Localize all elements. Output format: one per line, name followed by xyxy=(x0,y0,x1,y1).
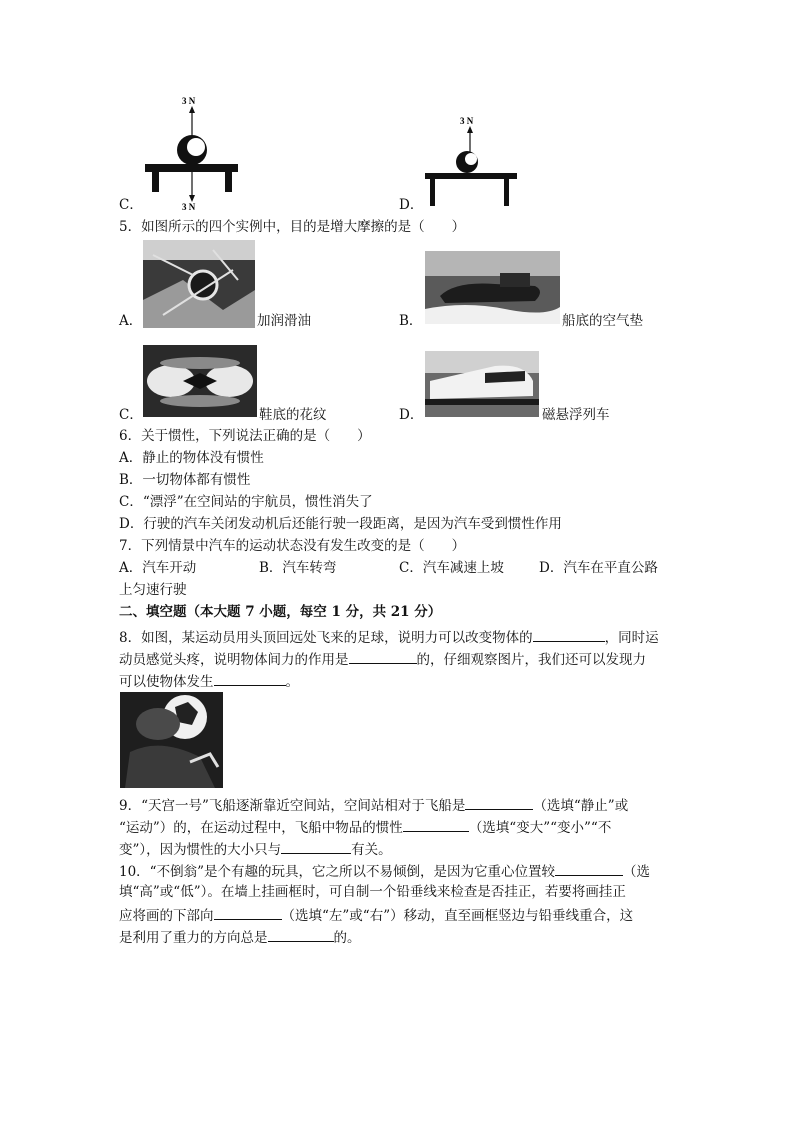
bicycle-chain-photo xyxy=(143,240,255,328)
q5-option-b-letter: B． xyxy=(399,313,423,329)
figure-d-letter: D． xyxy=(399,197,424,213)
figure-c-force-diagram xyxy=(140,92,240,212)
q10-text-4a: 是利用了重力的方向总是 xyxy=(119,930,268,946)
figure-d-force-diagram xyxy=(420,112,520,212)
q5-option-a-photo xyxy=(143,240,255,328)
q9-text-1b: （选填“静止”或 xyxy=(533,798,629,814)
q9-text-3a: 变”），因为惯性的大小只与 xyxy=(119,842,282,858)
maglev-train-photo xyxy=(425,351,539,417)
q10-text-3b: （选填“左”或“右”）移动，直至画框竖边与铅垂线重合，这 xyxy=(281,908,634,924)
q10-text-1a: 10．“不倒翁”是个有趣的玩具，它之所以不易倾倒，是因为它重心位置较 xyxy=(119,864,555,880)
q10-line-1 xyxy=(119,861,650,881)
q5-option-a-caption: 加润滑油 xyxy=(257,313,311,329)
q10-text-3a: 应将画的下部向 xyxy=(119,908,214,924)
figure-d-drawing xyxy=(420,112,520,212)
q8-blank-3[interactable] xyxy=(214,671,286,686)
q8-line-3 xyxy=(119,671,299,691)
q8-line-2 xyxy=(119,649,646,669)
q5-option-a-letter: A． xyxy=(119,313,143,329)
q10-text-4b: 的。 xyxy=(333,930,361,946)
q8-text-3b: 。 xyxy=(285,674,299,690)
q10-text-1b: （选 xyxy=(622,864,650,880)
q8-text-1a: 8．如图，某运动员用头顶回远处飞来的足球，说明力可以改变物体的 xyxy=(119,630,533,646)
q7-option-b: B．汽车转弯 xyxy=(259,560,337,576)
q5-option-b-photo xyxy=(425,251,560,324)
q8-header-ball-photo xyxy=(120,692,223,788)
q8-blank-1[interactable] xyxy=(533,627,605,642)
q9-text-1a: 9．“天宫一号”飞船逐渐靠近空间站，空间站相对于飞船是 xyxy=(119,798,466,814)
q9-blank-3[interactable] xyxy=(281,839,351,854)
q10-blank-3[interactable] xyxy=(268,927,334,942)
football-header-photo xyxy=(120,692,223,788)
q9-blank-1[interactable] xyxy=(465,795,533,810)
q8-blank-2[interactable] xyxy=(349,649,417,664)
q5-option-d-photo xyxy=(425,351,539,417)
figure-c-letter: C． xyxy=(119,197,143,213)
q10-line-3 xyxy=(119,905,633,925)
figure-c-drawing xyxy=(140,92,240,212)
force-label-top-d: 3 N xyxy=(460,116,474,126)
q6-option-b: B．一切物体都有惯性 xyxy=(119,472,251,488)
shoe-sole-photo xyxy=(143,345,257,417)
q10-blank-2[interactable] xyxy=(214,905,282,920)
hovercraft-photo xyxy=(425,251,560,324)
q7-stem: 7．下列情景中汽车的运动状态没有发生改变的是（ ） xyxy=(119,538,466,554)
q9-text-2b: （选填“变大”“变小”“不 xyxy=(468,820,612,836)
q7-option-d-continuation: 上匀速行驶 xyxy=(119,582,187,598)
q9-line-3 xyxy=(119,839,392,859)
q8-line-1 xyxy=(119,627,659,647)
q6-option-a: A．静止的物体没有惯性 xyxy=(119,450,264,466)
q6-option-d: D．行驶的汽车关闭发动机后还能行驶一段距离，是因为汽车受到惯性作用 xyxy=(119,516,562,532)
q8-text-2a: 动员感觉头疼，说明物体间力的作用是 xyxy=(119,652,349,668)
q9-line-2 xyxy=(119,817,611,837)
force-label-top: 3 N xyxy=(182,96,196,106)
q10-blank-1[interactable] xyxy=(555,861,623,876)
q7-option-c: C．汽车减速上坡 xyxy=(399,560,504,576)
q5-option-b-caption: 船底的空气垫 xyxy=(562,313,643,329)
q8-text-2b: 的，仔细观察图片，我们还可以发现力 xyxy=(416,652,646,668)
q6-option-c: C．“漂浮”在空间站的宇航员，惯性消失了 xyxy=(119,494,373,510)
q10-line-4 xyxy=(119,927,361,947)
q8-text-3a: 可以使物体发生 xyxy=(119,674,214,690)
force-label-bottom: 3 N xyxy=(182,202,196,212)
q8-text-1b: ，同时运 xyxy=(604,630,659,646)
q9-blank-2[interactable] xyxy=(403,817,469,832)
q5-option-c-caption: 鞋底的花纹 xyxy=(259,407,327,423)
q9-text-2a: “运动”）的，在运动过程中，飞船中物品的惯性 xyxy=(119,820,403,836)
q5-option-d-letter: D． xyxy=(399,407,424,423)
q7-option-d: D．汽车在平直公路 xyxy=(539,560,658,576)
q9-line-1 xyxy=(119,795,628,815)
q5-option-d-caption: 磁悬浮列车 xyxy=(542,407,610,423)
q10-line-2: 填“高”或“低”）。在墙上挂画框时，可自制一个铅垂线来检查是否挂正，若要将画挂正 xyxy=(119,884,626,900)
section-2-title: 二、填空题（本大题 7 小题，每空 1 分，共 21 分） xyxy=(119,604,442,620)
q5-option-c-letter: C． xyxy=(119,407,143,423)
q6-stem: 6．关于惯性，下列说法正确的是（ ） xyxy=(119,428,371,444)
q9-text-3b: 有关。 xyxy=(351,842,392,858)
q7-option-a: A．汽车开动 xyxy=(119,560,197,576)
q5-stem: 5．如图所示的四个实例中，目的是增大摩擦的是（ ） xyxy=(119,219,466,235)
q5-option-c-photo xyxy=(143,345,257,417)
